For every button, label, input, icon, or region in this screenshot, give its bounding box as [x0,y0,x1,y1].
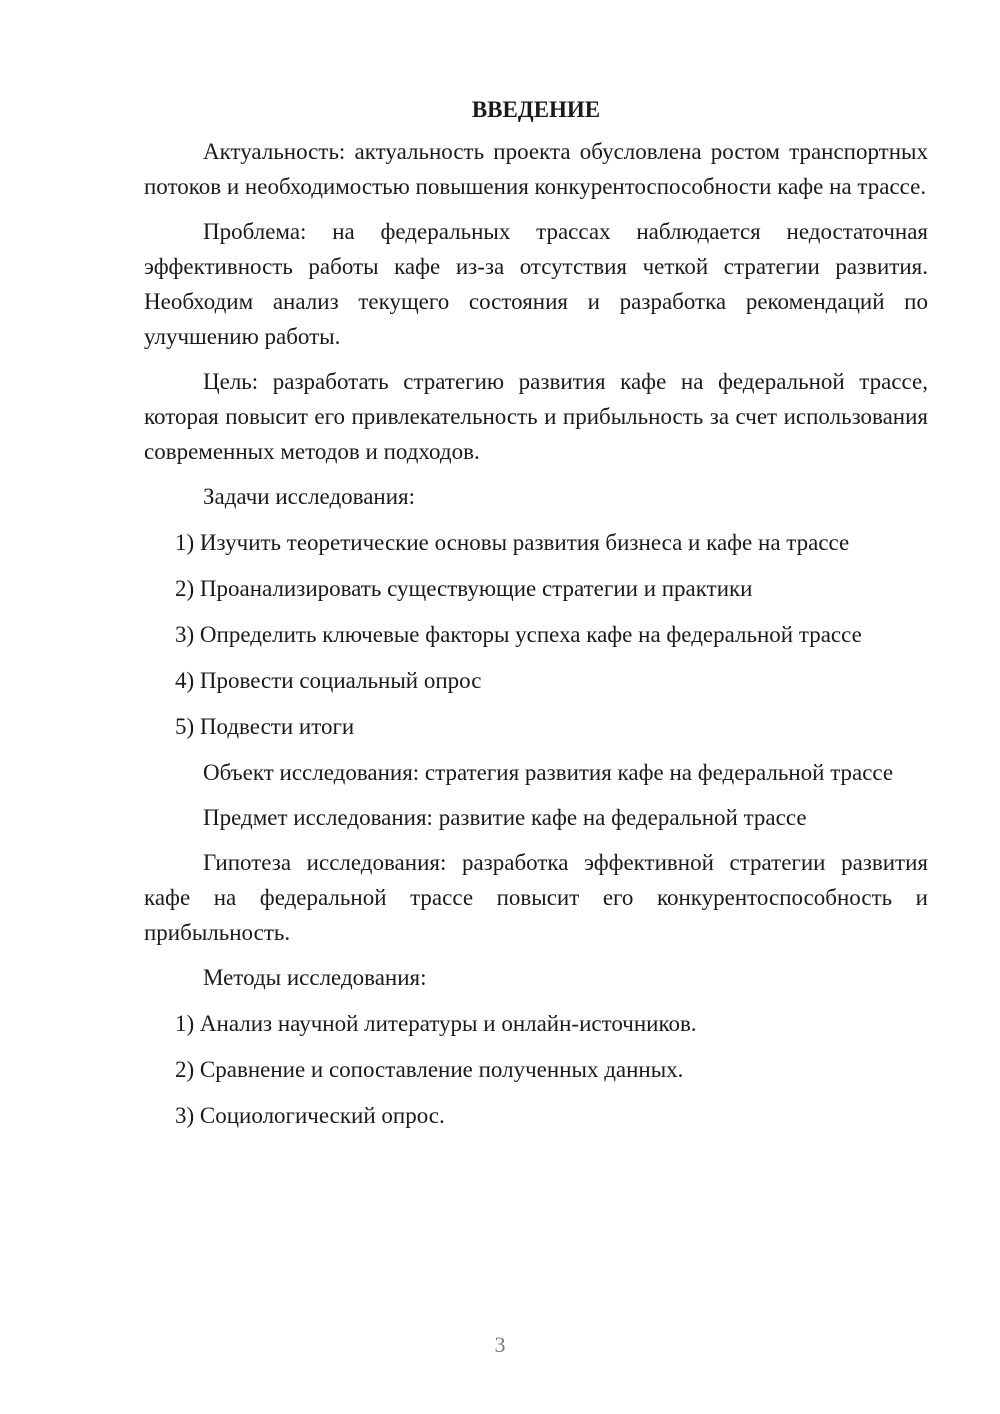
subject-paragraph: Предмет исследования: развитие кафе на федеральной трассе [203,805,807,830]
section-title: ВВЕДЕНИЕ [471,97,601,122]
task-item-5: 5) Подвести итоги [175,714,355,739]
goal-paragraph: Цель: разработать стратегию развития кафе на федеральной трассе, которая повысит его привлекательность и прибыльность за счет использования современных методов и подходов. [144,369,928,464]
task-item-2: 2) Проанализировать существующие стратегии и практики [175,576,753,601]
tasks-heading: Задачи исследования: [203,484,416,509]
task-item-1: 1) Изучить теоретические основы развития бизнеса и кафе на трассе [175,530,850,555]
object-paragraph: Объект исследования: стратегия развития кафе на федеральной трассе [203,760,894,785]
method-item-2: 2) Сравнение и сопоставление полученных данных. [175,1057,684,1082]
relevance-paragraph: Актуальность: актуальность проекта обусловлена ростом транспортных потоков и необходимостью повышения конкурентоспособности кафе на трассе. [144,139,928,199]
method-item-3: 3) Социологический опрос. [175,1103,445,1128]
methods-heading: Методы исследования: [203,965,427,990]
task-item-4: 4) Провести социальный опрос [175,668,482,693]
method-item-1: 1) Анализ научной литературы и онлайн-источников. [175,1011,697,1036]
task-item-3: 3) Определить ключевые факторы успеха кафе на федеральной трассе [175,622,862,647]
page-number: 3 [494,1332,506,1357]
hypothesis-paragraph: Гипотеза исследования: разработка эффективной стратегии развития кафе на федеральной трассе повысит его конкурентоспособность и прибыльность. [144,850,928,945]
problem-paragraph: Проблема: на федеральных трассах наблюдается недостаточная эффективность работы кафе из-за отсутствия четкой стратегии развития. Необходим анализ текущего состояния и разработка рекомендаций по улучшению работы. [144,219,928,349]
page-content [144,88,928,1133]
